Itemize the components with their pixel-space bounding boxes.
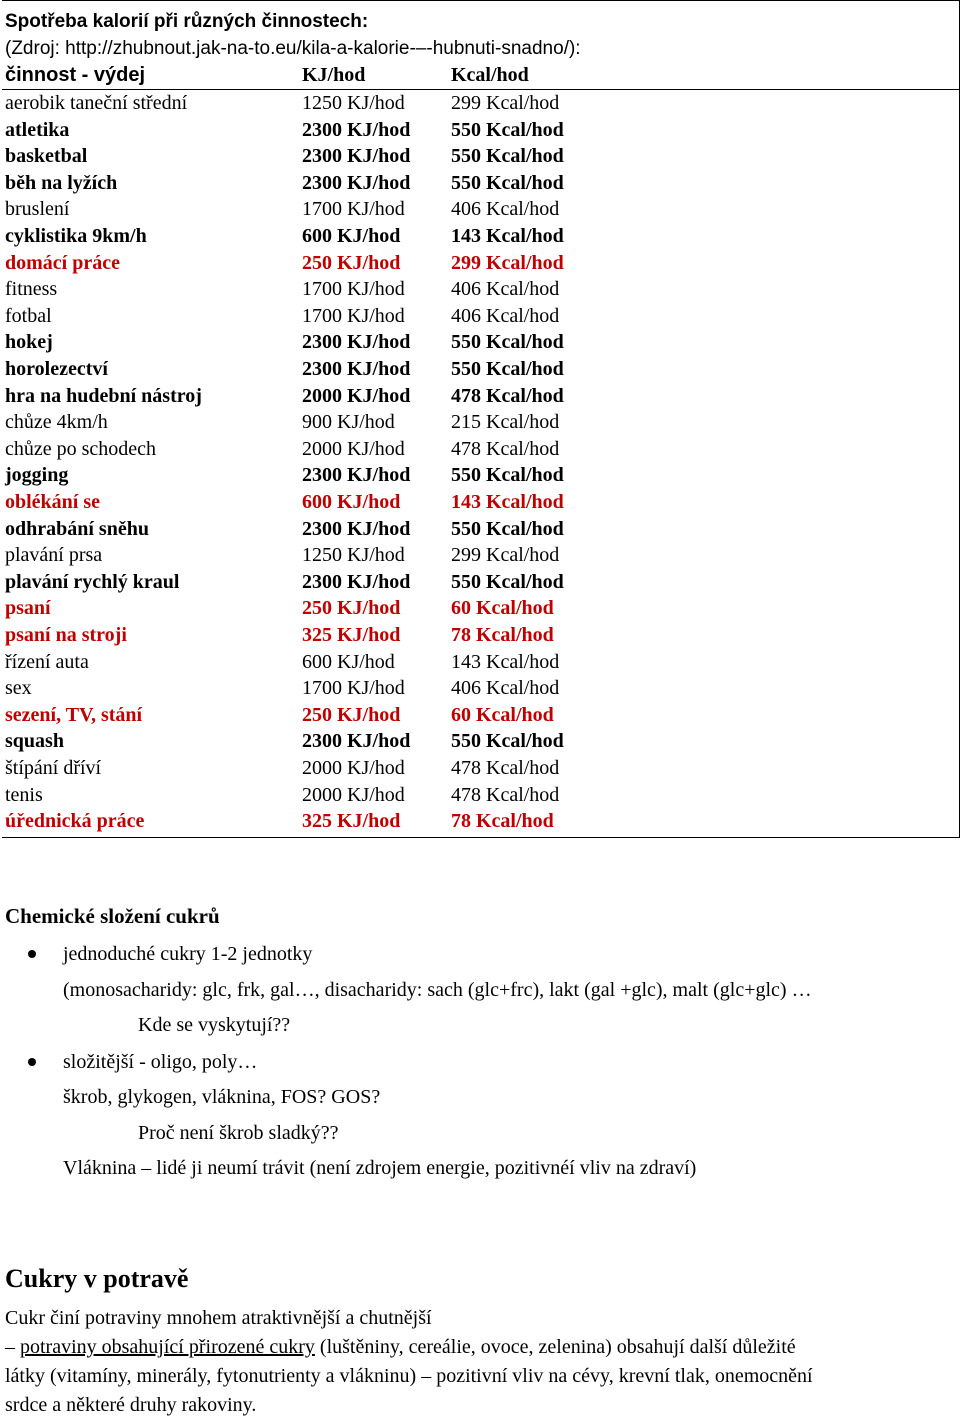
table-row [0, 383, 960, 410]
kcal-cell: 60 Kcal/hod [451, 703, 554, 726]
activity-cell: štípání dříví [5, 757, 102, 779]
activity-cell: horolezectví [5, 358, 108, 380]
kj-cell: 1700 KJ/hod [302, 304, 405, 327]
table-row [0, 409, 960, 436]
activity-cell: bruslení [5, 198, 70, 221]
kcal-cell: 550 Kcal/hod [451, 145, 564, 168]
table-row [0, 436, 960, 463]
activity-cell: řízení auta [5, 650, 89, 673]
natural-sugars-rest: (luštěniny, cereálie, ovoce, zelenina) obsahují další důležité [314, 1336, 796, 1358]
kj-cell: 250 KJ/hod [302, 597, 401, 620]
kcal-cell: 143 Kcal/hod [451, 491, 564, 513]
kj-cell: 2300 KJ/hod [302, 570, 411, 593]
activity-cell: chůze po schodech [5, 437, 157, 460]
sugars-simple-question: Kde se vyskytují?? [138, 1014, 291, 1036]
table-row [0, 675, 960, 702]
kcal-cell: 60 Kcal/hod [451, 597, 554, 620]
kj-cell: 1250 KJ/hod [302, 92, 405, 114]
header-kj: KJ/hod [302, 64, 366, 86]
kj-cell: 2300 KJ/hod [302, 517, 411, 540]
activity-cell: sezení, TV, stání [5, 703, 143, 726]
table-row [0, 250, 960, 277]
kj-cell: 2300 KJ/hod [302, 730, 411, 753]
kcal-cell: 78 Kcal/hod [451, 624, 554, 646]
table-row [0, 755, 960, 782]
dash: – [5, 1336, 20, 1358]
table-row [0, 462, 960, 489]
kcal-cell: 550 Kcal/hod [451, 464, 564, 487]
header-kcal: Kcal/hod [451, 64, 529, 86]
table-row [0, 569, 960, 596]
header-activity: činnost - výdej [5, 64, 146, 86]
kj-cell: 2300 KJ/hod [302, 331, 411, 354]
sugars-bullet-complex: složitější - oligo, poly… [63, 1051, 258, 1073]
kcal-cell: 406 Kcal/hod [451, 198, 560, 221]
activity-cell: cyklistika 9km/h [5, 225, 147, 247]
activity-cell: sex [5, 677, 32, 700]
kcal-cell: 550 Kcal/hod [451, 171, 564, 194]
kj-cell: 600 KJ/hod [302, 491, 401, 513]
fiber-note: Vláknina – lidé ji neumí trávit (není zdrojem energie, pozitivnéí vliv na zdraví) [63, 1157, 697, 1179]
table-row [0, 329, 960, 356]
activity-cell: psaní [5, 597, 51, 620]
kj-cell: 2300 KJ/hod [302, 358, 411, 380]
table-row [0, 276, 960, 303]
kcal-cell: 299 Kcal/hod [451, 544, 560, 567]
activity-cell: chůze 4km/h [5, 411, 108, 434]
kcal-cell: 143 Kcal/hod [451, 650, 560, 673]
kj-cell: 2000 KJ/hod [302, 437, 405, 460]
kj-cell: 2300 KJ/hod [302, 145, 411, 168]
kcal-cell: 215 Kcal/hod [451, 411, 560, 434]
activity-cell: squash [5, 730, 64, 753]
food-heading: Cukry v potravě [5, 1264, 189, 1293]
activity-cell: odhrabání sněhu [5, 517, 149, 540]
table-row [0, 702, 960, 729]
kj-cell: 1250 KJ/hod [302, 544, 405, 567]
activity-cell: tenis [5, 783, 43, 806]
table-row [0, 223, 960, 250]
table-row [0, 595, 960, 622]
kj-cell: 2300 KJ/hod [302, 118, 411, 141]
kj-cell: 600 KJ/hod [302, 225, 401, 247]
table-row [0, 170, 960, 197]
sugars-heading: Chemické složení cukrů [5, 904, 220, 928]
food-natural-sugars [5, 1335, 796, 1359]
activity-cell: hra na hudební nástroj [5, 384, 202, 407]
activity-cell: fotbal [5, 304, 52, 327]
table-row [0, 728, 960, 755]
activity-cell: psaní na stroji [5, 624, 127, 646]
activity-cell: jogging [5, 464, 69, 487]
table-row [0, 782, 960, 809]
table-row [0, 356, 960, 383]
kj-cell: 2000 KJ/hod [302, 783, 405, 806]
kj-cell: 600 KJ/hod [302, 650, 395, 673]
bullet-dot [28, 950, 36, 958]
kcal-cell: 478 Kcal/hod [451, 783, 560, 806]
activity-cell: fitness [5, 278, 58, 301]
kcal-cell: 550 Kcal/hod [451, 331, 564, 354]
kcal-cell: 299 Kcal/hod [451, 251, 564, 274]
activity-cell: atletika [5, 118, 70, 141]
kcal-cell: 478 Kcal/hod [451, 384, 564, 407]
table-row [0, 303, 960, 330]
table-row [0, 622, 960, 649]
activity-cell: běh na lyžích [5, 171, 118, 194]
activity-cell: oblékání se [5, 491, 101, 513]
kcal-cell: 299 Kcal/hod [451, 92, 560, 114]
kcal-cell: 143 Kcal/hod [451, 225, 564, 247]
kj-cell: 250 KJ/hod [302, 251, 401, 274]
table-row [0, 196, 960, 223]
activity-cell: hokej [5, 331, 53, 354]
activity-cell: basketbal [5, 145, 88, 168]
kj-cell: 1700 KJ/hod [302, 198, 405, 221]
kcal-cell: 406 Kcal/hod [451, 304, 560, 327]
kcal-cell: 550 Kcal/hod [451, 358, 564, 380]
kj-cell: 2300 KJ/hod [302, 464, 411, 487]
food-intro: Cukr činí potraviny mnohem atraktivnější a chutnější [5, 1307, 432, 1329]
sugars-complex-question: Proč není škrob sladký?? [138, 1122, 339, 1144]
activity-cell: domácí práce [5, 251, 120, 274]
activity-cell: úřednická práce [5, 810, 145, 833]
sugars-simple-detail: (monosacharidy: glc, frk, gal…, disacharidy: sach (glc+frc), lakt (gal +glc), malt (glc+glc) … [63, 979, 812, 1001]
table-source: (Zdroj: http://zhubnout.jak-na-to.eu/kila-a-kalorie-–-hubnuti-snadno/): [5, 38, 581, 59]
kcal-cell: 478 Kcal/hod [451, 437, 560, 460]
kj-cell: 1700 KJ/hod [302, 278, 405, 301]
kcal-cell: 550 Kcal/hod [451, 118, 564, 141]
table-row [0, 542, 960, 569]
kj-cell: 2300 KJ/hod [302, 171, 411, 194]
kcal-cell: 550 Kcal/hod [451, 730, 564, 753]
table-row [0, 143, 960, 170]
food-diseases: srdce a některé druhy rakoviny. [5, 1394, 257, 1416]
kcal-cell: 550 Kcal/hod [451, 570, 564, 593]
table-row [0, 516, 960, 543]
food-benefits: látky (vitamíny, minerály, fytonutrienty a vlákninu) – pozitivní vliv na cévy, krevní tlak, onemocnění [5, 1365, 813, 1387]
kj-cell: 2000 KJ/hod [302, 384, 411, 407]
kcal-cell: 478 Kcal/hod [451, 757, 560, 779]
table-row [0, 489, 960, 516]
table-row [0, 117, 960, 144]
bullet-dot [28, 1058, 36, 1066]
activity-cell: plavání rychlý kraul [5, 570, 180, 593]
table-row [0, 808, 960, 835]
kj-cell: 325 KJ/hod [302, 810, 401, 833]
activity-cell: plavání prsa [5, 544, 103, 567]
kj-cell: 2000 KJ/hod [302, 757, 405, 779]
kcal-cell: 550 Kcal/hod [451, 517, 564, 540]
table-title: Spotřeba kalorií při různých činnostech: [5, 11, 369, 32]
table-row [0, 90, 960, 117]
activity-cell: aerobik taneční střední [5, 92, 188, 114]
sugars-complex-detail: škrob, glykogen, vláknina, FOS? GOS? [63, 1086, 381, 1108]
natural-sugars-term: potraviny obsahující přirozené cukry [20, 1336, 315, 1358]
kcal-cell: 78 Kcal/hod [451, 810, 554, 833]
kj-cell: 250 KJ/hod [302, 703, 401, 726]
table-row [0, 649, 960, 676]
kcal-cell: 406 Kcal/hod [451, 677, 560, 700]
kcal-cell: 406 Kcal/hod [451, 278, 560, 301]
sugars-bullet-simple: jednoduché cukry 1-2 jednotky [63, 943, 313, 965]
kj-cell: 325 KJ/hod [302, 624, 401, 646]
kj-cell: 900 KJ/hod [302, 411, 395, 434]
kj-cell: 1700 KJ/hod [302, 677, 405, 700]
